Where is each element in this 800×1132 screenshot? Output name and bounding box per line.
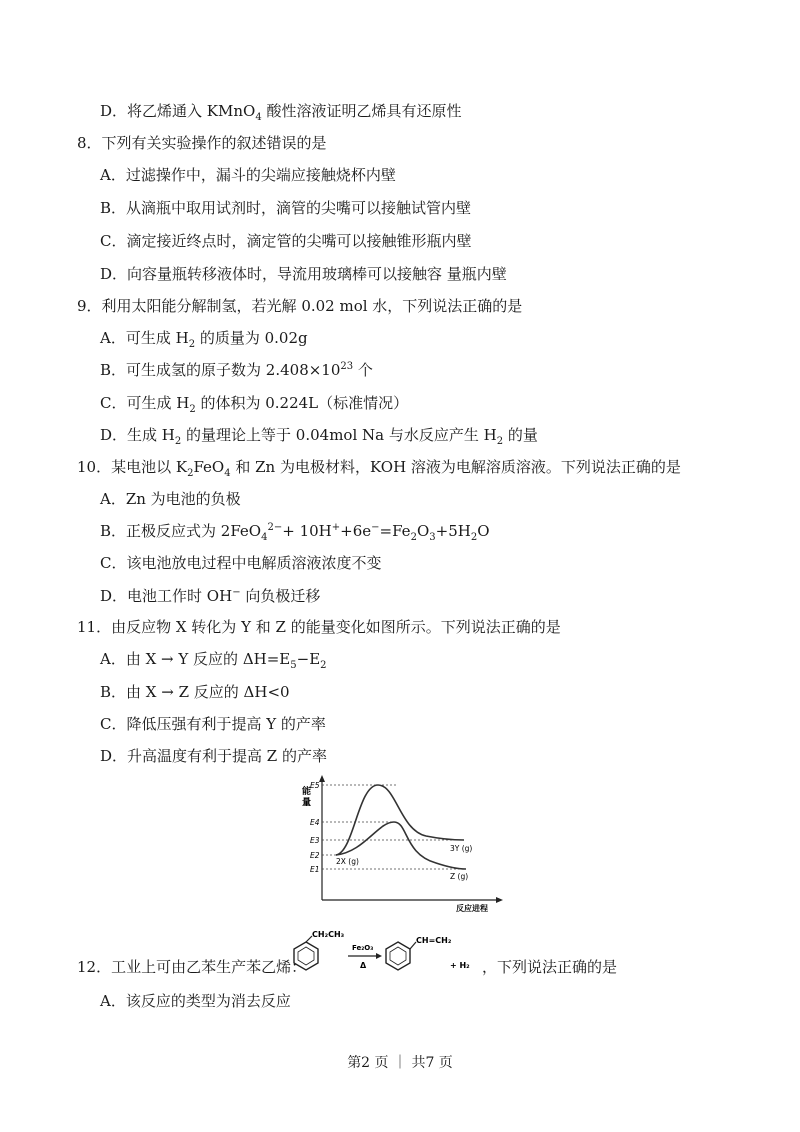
label-z: Z (g) xyxy=(450,872,469,881)
q8-option-b: B．从滴瓶中取用试剂时，滴管的尖嘴可以接触试管内壁 xyxy=(100,199,472,217)
level-label-e1: E1 xyxy=(310,865,320,874)
label-3y: 3Y (g) xyxy=(450,844,473,853)
q12-option-a: A．该反应的类型为消去反应 xyxy=(100,992,291,1010)
y-axis-arrow xyxy=(319,775,325,782)
q8-option-c: C．滴定接近终点时，滴定管的尖嘴可以接触锥形瓶内壁 xyxy=(100,232,472,250)
level-label-e2: E2 xyxy=(310,851,320,860)
styrene-reaction-scheme xyxy=(286,928,482,976)
y-axis-label-2: 量 xyxy=(302,798,312,808)
level-label-e3: E3 xyxy=(310,836,320,845)
curve-x-to-y xyxy=(336,785,464,855)
q9-option-c: C．可生成 $H_2$ 的体积为 0.224L（标准情况） xyxy=(100,394,409,415)
level-label-e5: E5 xyxy=(310,781,320,790)
benzene-inner-reactant xyxy=(298,947,314,965)
q10-option-a: A．Zn 为电池的负极 xyxy=(100,490,241,508)
page-footer: 第2 页 ｜ 共7 页 xyxy=(347,1055,453,1071)
q7-option-d: D．将乙烯通入 KMnO$_4$ 酸性溶液证明乙烯具有还原性 xyxy=(100,102,462,123)
q11-stem: 11．由反应物 X 转化为 Y 和 Z 的能量变化如图所示。下列说法正确的是 xyxy=(77,618,561,636)
q8-option-a: A．过滤操作中，漏斗的尖端应接触烧杯内壁 xyxy=(100,166,396,184)
benzene-inner-product xyxy=(390,947,406,965)
q10-option-c: C．该电池放电过程中电解质溶液浓度不变 xyxy=(100,554,382,572)
catalyst-label: Fe₂O₃ xyxy=(352,944,374,952)
vinyl-group-label: CH=CH₂ xyxy=(416,936,452,945)
q9-stem: 9．利用太阳能分解制氢，若光解 0.02 mol 水，下列说法正确的是 xyxy=(77,297,523,315)
q10-option-d: D．电池工作时 OH− 向负极迁移 xyxy=(100,587,321,605)
heat-label: Δ xyxy=(360,961,367,970)
q9-option-a: A．可生成 $H_2$ 的质量为 0.02g xyxy=(100,329,308,350)
q11-option-b: B．由 X → Z 反应的 ΔH<0 xyxy=(100,683,290,701)
level-label-e4: E4 xyxy=(310,818,320,827)
q11-option-a: A．由 X → Y 反应的 $\Delta H=E_5-E_2$ xyxy=(100,650,327,671)
q12-stem-pre: 12．工业上可由乙苯生产苯乙烯： xyxy=(77,958,307,976)
ethyl-group-label: CH₂CH₃ xyxy=(312,930,345,939)
reaction-arrowhead xyxy=(376,953,382,959)
q8-option-d: D．向容量瓶转移液体时，导流用玻璃棒可以接触容 量瓶内壁 xyxy=(100,265,507,283)
x-axis-label: 反应进程 xyxy=(456,904,488,913)
q9-option-b: B．可生成氢的原子数为 $2.408\times 10^{23}$ 个 xyxy=(100,361,373,379)
x-axis-arrow xyxy=(496,897,503,903)
energy-diagram xyxy=(276,772,508,914)
q9-option-d: D．生成 $H_2$ 的量理论上等于 0.04mol Na 与水反应产生 $H_2$ 的量 xyxy=(100,426,538,447)
q12-stem-post: ，下列说法正确的是 xyxy=(482,958,618,976)
q11-option-d: D．升高温度有利于提高 Z 的产率 xyxy=(100,747,327,765)
label-2x: 2X (g) xyxy=(336,857,359,866)
q10-option-b: B．正极反应式为 $2FeO_4^{2-}+ 10H^++6e^-=Fe_2O_3+5H_2O$ xyxy=(100,522,490,543)
q10-stem: 10．某电池以 $K_2FeO_4$ 和 Zn 为电极材料，KOH 溶液为电解溶质溶液。下列说法正确的是 xyxy=(77,458,681,479)
y-axis-label-1: 能 xyxy=(302,787,312,797)
q11-option-c: C．降低压强有利于提高 Y 的产率 xyxy=(100,715,326,733)
q8-stem: 8．下列有关实验操作的叙述错误的是 xyxy=(77,134,327,152)
hydrogen-byproduct: + H₂ xyxy=(450,961,470,970)
